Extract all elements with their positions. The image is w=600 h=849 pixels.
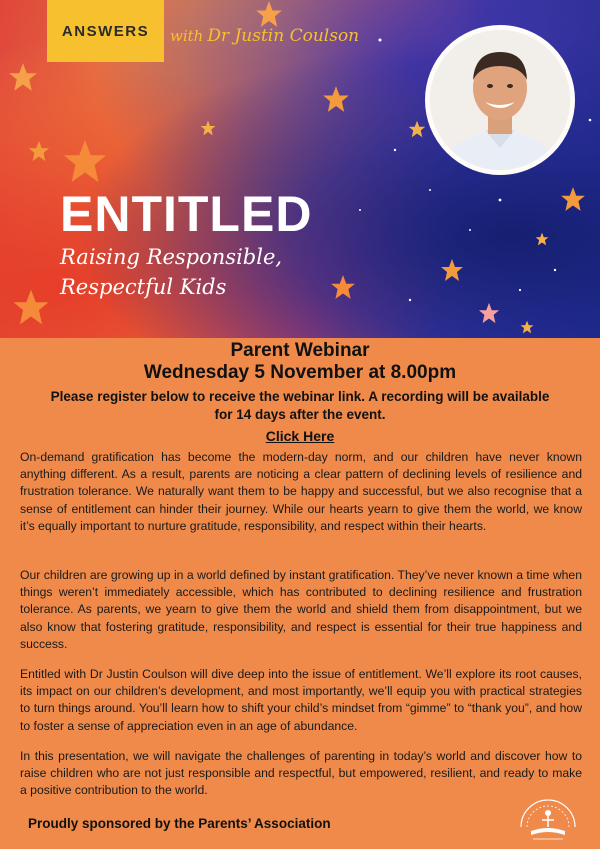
subtitle-line-1: Raising Responsible, <box>60 245 283 269</box>
presenter-signature <box>170 26 359 46</box>
page-subtitle <box>60 242 282 302</box>
event-date: Wednesday 5 November at 8.00pm <box>143 362 457 383</box>
hero-banner <box>0 0 600 338</box>
register-text-line-1: Please register below to receive the webinar link. A recording will be available <box>50 389 550 404</box>
register-link[interactable] <box>0 428 600 444</box>
register-link-label[interactable]: Click Here <box>265 428 335 444</box>
page-title: ENTITLED <box>60 186 313 242</box>
register-text-line-2: for 14 days after the event. <box>214 407 386 422</box>
presenter-name: Dr Justin Coulson <box>207 26 360 46</box>
with-label: with <box>170 27 204 45</box>
body-paragraph-4: In this presentation, we will navigate the challenges of parenting in today’s world and discover how to raise children who are not just responsible and respectful, but empowered, resilient, and ready to make a positive contribution to the world. <box>20 749 582 798</box>
event-heading: Parent Webinar <box>230 340 370 361</box>
presenter-portrait-icon <box>430 30 570 170</box>
presenter-photo <box>425 25 575 175</box>
body-paragraph-3: Entitled with Dr Justin Coulson will dive deep into the issue of entitlement. We’ll explore its root causes, its impact on our children’s development, and most importantly, we’ll equip you with practical strategies to turn things around. You’ll learn how to shift your child’s mindset from “gimme” to “thank you”, and how to foster a sense of appreciation even in an age of abundance. <box>20 667 582 733</box>
sponsor-line: Proudly sponsored by the Parents’ Association <box>28 816 331 831</box>
school-crest-logo <box>513 787 583 845</box>
body-paragraph-2: Our children are growing up in a world defined by instant gratification. They’ve never known a time when things weren’t immediately accessible, which has contributed to declining resilience and frustration tolerance. As parents, we yearn to give them the world and shield them from disappointment, but we also know that fostering gratitude, responsibility, and respect is essential for their true happiness and success. <box>20 568 582 651</box>
subtitle-line-2: Respectful Kids <box>60 275 227 299</box>
body-paragraph-1: On-demand gratification has become the modern-day norm, and our children have never known anything different. As a result, parents are noticing a clear pattern of declining levels of resilience and frustration tolerance. We naturally want them to be happy and successful, but we also recognise that a sense of entitlement can hinder their journey. While our hearts yearn to give them the world, we know it’s equally important to nurture gratitude, responsibility, and respect within their hearts. <box>20 450 582 533</box>
answers-badge: ANSWERS <box>47 0 164 62</box>
